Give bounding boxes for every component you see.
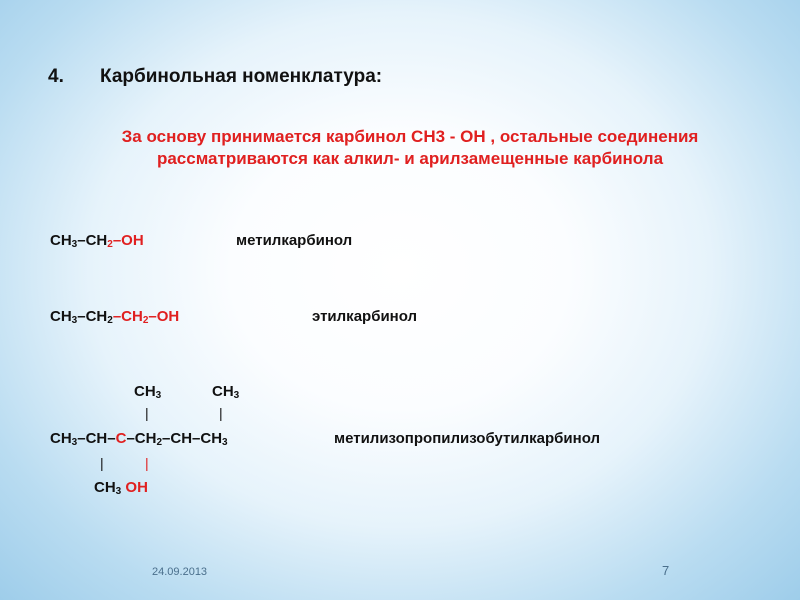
formula-hydroxyl: –ОН <box>112 232 144 249</box>
formula-hydroxyl: ОН <box>125 479 148 496</box>
formula-hydroxyl: –ОН <box>148 308 180 325</box>
formula-part: –СН <box>126 430 157 447</box>
intro-line-2: рассматриваются как алкил- и арилзамещенные карбинола <box>156 149 664 168</box>
formula-ethylcarbinol <box>50 308 179 325</box>
formula-subscript: 3 <box>222 437 228 448</box>
section-heading <box>48 66 382 88</box>
formula-part: –СН–СН <box>162 430 223 447</box>
formula-part: –СН <box>112 308 143 325</box>
compound-name-1: метилкарбинол <box>236 232 353 249</box>
formula-subscript: 2 <box>107 315 113 326</box>
formula-part: СН <box>134 383 156 400</box>
formula-part: –СН <box>77 232 108 249</box>
formula-subscript: 2 <box>107 239 113 250</box>
formula-subscript: 3 <box>155 390 162 401</box>
branch-top-left <box>134 383 161 400</box>
section-number: 4. <box>48 66 64 87</box>
formula-subscript: 3 <box>115 486 122 497</box>
formula-part: СН <box>50 232 72 249</box>
formula-part: СН <box>94 479 116 496</box>
page-number: 7 <box>662 563 670 578</box>
branch-top-right <box>212 383 239 400</box>
intro-text <box>50 126 770 170</box>
formula-methylcarbinol <box>50 232 144 249</box>
bond-line: | <box>100 455 104 471</box>
footer-date: 24.09.2013 <box>152 566 208 578</box>
formula-subscript: 3 <box>233 390 240 401</box>
formula-subscript: 2 <box>156 437 163 448</box>
section-title: Карбинольная номенклатура: <box>100 66 383 87</box>
carbinol-carbon: С <box>115 430 127 447</box>
compound-name-2: этилкарбинол <box>312 308 418 325</box>
formula-subscript: 3 <box>71 437 78 448</box>
formula-part: СН <box>50 430 72 447</box>
bond-line: | <box>145 405 149 421</box>
formula-part: СН <box>50 308 72 325</box>
bond-line: | <box>145 455 149 471</box>
intro-line-1: За основу принимается карбинол СН3 - ОН , остальные соединения <box>121 127 699 146</box>
formula-part: СН <box>212 383 234 400</box>
formula-subscript: 3 <box>71 239 78 250</box>
branch-bottom <box>94 479 148 496</box>
formula-subscript: 3 <box>71 315 78 326</box>
formula-part: –СН– <box>77 430 116 447</box>
bond-line: | <box>219 405 223 421</box>
formula-subscript: 2 <box>142 315 149 326</box>
formula-main-chain <box>50 430 228 447</box>
compound-name-3: метилизопропилизобутилкарбинол <box>334 430 601 447</box>
formula-part: –СН <box>77 308 108 325</box>
